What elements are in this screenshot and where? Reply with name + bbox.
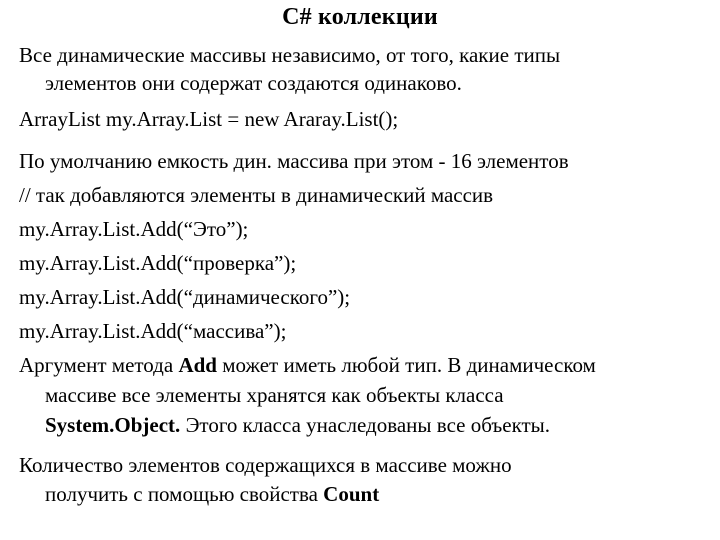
slide-title: C# коллекции	[282, 4, 438, 30]
code-comment: // так добавляются элементы в динамический массив	[19, 183, 494, 207]
code-add-line: my.Array.List.Add(“Это”);	[19, 217, 249, 241]
code-declaration: ArrayList my.Array.List = new Araray.List();	[19, 107, 399, 131]
keyword-add: Add	[178, 353, 217, 377]
keyword-system-object: System.Object.	[45, 413, 181, 437]
text: Этого класса унаследованы все объекты.	[180, 413, 551, 437]
paragraph-3-line-3	[45, 412, 550, 438]
text: получить с помощью свойства	[45, 482, 324, 506]
paragraph-2: По умолчанию емкость дин. массива при этом - 16 элементов	[19, 149, 569, 173]
paragraph-3-line-1	[19, 352, 596, 378]
code-add-line: my.Array.List.Add(“динамического”);	[19, 285, 351, 309]
paragraph-1-line-2: элементов они содержат создаются одинаково.	[45, 71, 462, 95]
text: Аргумент метода	[19, 353, 179, 377]
code-add-line: my.Array.List.Add(“массива”);	[19, 319, 287, 343]
text: может иметь любой тип. В динамическом	[216, 353, 596, 377]
keyword-count: Count	[323, 482, 380, 506]
paragraph-1-line-1: Все динамические массивы независимо, от того, какие типы	[19, 43, 561, 67]
code-add-line: my.Array.List.Add(“проверка”);	[19, 251, 297, 275]
paragraph-3-line-2: массиве все элементы хранятся как объекты класса	[45, 383, 504, 407]
paragraph-4-line-2	[45, 481, 379, 507]
paragraph-4-line-1: Количество элементов содержащихся в массиве можно	[19, 453, 512, 477]
